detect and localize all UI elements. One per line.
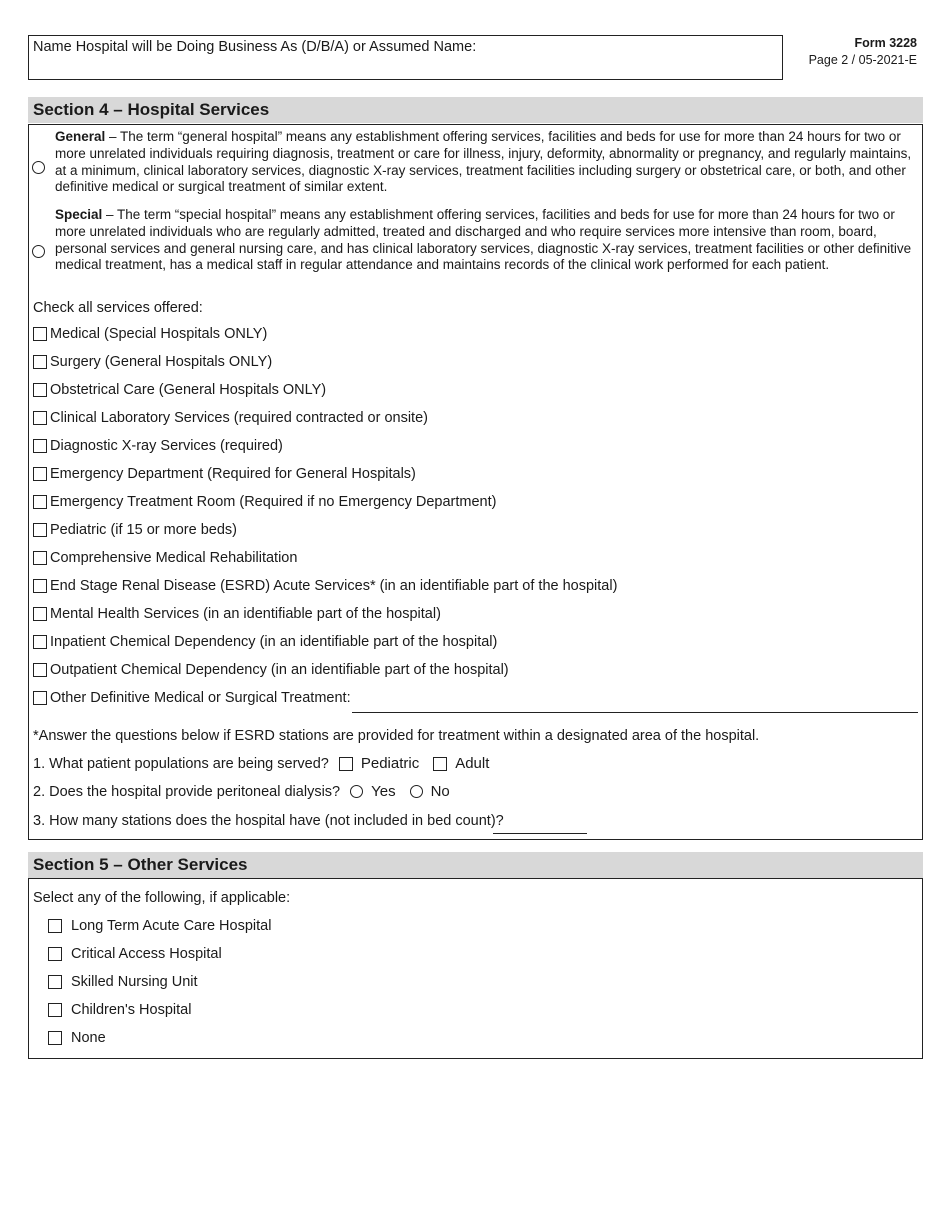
q2-no-option[interactable]: No (410, 783, 450, 800)
checkbox[interactable] (33, 579, 47, 593)
q1-text: 1. What patient populations are being served? (33, 755, 329, 772)
stations-count-input[interactable] (493, 833, 587, 834)
special-hospital-radio[interactable] (32, 245, 45, 258)
checkbox[interactable] (33, 663, 47, 677)
esrd-note: *Answer the questions below if ESRD stations are provided for treatment within a designated area of the hospital. (33, 728, 760, 744)
section-5-intro: Select any of the following, if applicable: (33, 890, 291, 906)
checkbox[interactable] (48, 975, 62, 989)
checkbox[interactable] (33, 467, 47, 481)
checkbox[interactable] (48, 919, 62, 933)
checkbox[interactable] (48, 1031, 62, 1045)
checkbox[interactable] (33, 691, 47, 705)
general-definition (55, 129, 915, 196)
page-info: Page 2 / 05-2021-E (808, 53, 917, 67)
special-text: – The term “special hospital” means any establishment offering services, facilities and beds for use for more than 24 hours for two or more unrelated individuals who are regularly admitted, treated and discharged and who require services more intensive than room, board, personal services and general nursing care, and has clinical laboratory services, diagnostic X-ray services, treatment facilities or other definitive medical treatment, has a medical staff in regular attendance and maintains records of the clinical work performed for each patient. (55, 207, 912, 273)
q3-text: 3. How many stations does the hospital have (not included in bed count)? (33, 813, 504, 829)
checkbox[interactable] (33, 383, 47, 397)
dba-name-field[interactable] (28, 35, 783, 80)
checkbox[interactable] (33, 355, 47, 369)
section-5-title: Section 5 – Other Services (33, 855, 248, 874)
general-text: – The term “general hospital” means any establishment offering services, facilities and beds for use for more than 24 hours for two or more unrelated individuals requiring diagnosis, treatment or care for illness, injury, deformity, abnormality or pregnancy, and regularly maintains, at a minimum, clinical laboratory services, diagnostic X-ray services, treatment facilities including surgery or obstetrical care, or both, and other definitive medical or surgical treatment of similar extent. (55, 129, 912, 195)
checkbox[interactable] (33, 607, 47, 621)
service-item[interactable]: Surgery (General Hospitals ONLY) (33, 354, 272, 370)
other-service-item[interactable]: None (48, 1030, 106, 1046)
other-service-item[interactable]: Children's Hospital (48, 1002, 191, 1018)
service-item[interactable]: Other Definitive Medical or Surgical Treatment: (33, 690, 351, 706)
q2-yes-option[interactable]: Yes (350, 783, 395, 800)
service-item[interactable]: Obstetrical Care (General Hospitals ONLY) (33, 382, 326, 398)
checkbox[interactable] (33, 495, 47, 509)
check-all-label: Check all services offered: (33, 300, 203, 316)
general-term: General (55, 129, 106, 144)
checkbox[interactable] (33, 551, 47, 565)
q1-pediatric-option[interactable]: Pediatric (339, 755, 419, 772)
service-item[interactable]: Diagnostic X-ray Services (required) (33, 438, 283, 454)
service-item[interactable]: Clinical Laboratory Services (required contracted or onsite) (33, 410, 428, 426)
checkbox[interactable] (33, 327, 47, 341)
checkbox[interactable] (33, 523, 47, 537)
service-item[interactable]: Emergency Treatment Room (Required if no Emergency Department) (33, 494, 496, 510)
q1-adult-option[interactable]: Adult (433, 755, 489, 772)
q1-populations (33, 755, 489, 772)
special-term: Special (55, 207, 103, 222)
checkbox[interactable] (433, 757, 447, 771)
checkbox[interactable] (33, 635, 47, 649)
q2-peritoneal (33, 783, 450, 800)
form-identifier (809, 35, 917, 69)
radio[interactable] (350, 785, 363, 798)
other-service-item[interactable]: Skilled Nursing Unit (48, 974, 198, 990)
section-5-header (28, 852, 923, 878)
q2-text: 2. Does the hospital provide peritoneal dialysis? (33, 783, 341, 800)
radio[interactable] (410, 785, 423, 798)
general-hospital-radio[interactable] (32, 161, 45, 174)
service-item[interactable]: Comprehensive Medical Rehabilitation (33, 550, 297, 566)
checkbox[interactable] (48, 1003, 62, 1017)
dba-label: Name Hospital will be Doing Business As (D/B/A) or Assumed Name: (33, 39, 477, 55)
checkbox[interactable] (48, 947, 62, 961)
service-item[interactable]: Inpatient Chemical Dependency (in an identifiable part of the hospital) (33, 634, 497, 650)
service-item[interactable]: Medical (Special Hospitals ONLY) (33, 326, 267, 342)
other-service-item[interactable]: Critical Access Hospital (48, 946, 222, 962)
service-item[interactable]: Outpatient Chemical Dependency (in an identifiable part of the hospital) (33, 662, 509, 678)
checkbox[interactable] (339, 757, 353, 771)
other-service-item[interactable]: Long Term Acute Care Hospital (48, 918, 271, 934)
service-item[interactable]: End Stage Renal Disease (ESRD) Acute Services* (in an identifiable part of the hospital) (33, 578, 617, 594)
special-definition (55, 207, 915, 274)
checkbox[interactable] (33, 411, 47, 425)
other-treatment-input[interactable] (352, 712, 918, 713)
section-4-header (28, 97, 923, 123)
form-number: Form 3228 (854, 36, 917, 50)
service-item[interactable]: Pediatric (if 15 or more beds) (33, 522, 237, 538)
service-item[interactable]: Emergency Department (Required for General Hospitals) (33, 466, 416, 482)
service-item[interactable]: Mental Health Services (in an identifiable part of the hospital) (33, 606, 441, 622)
checkbox[interactable] (33, 439, 47, 453)
section-4-title: Section 4 – Hospital Services (33, 100, 270, 119)
